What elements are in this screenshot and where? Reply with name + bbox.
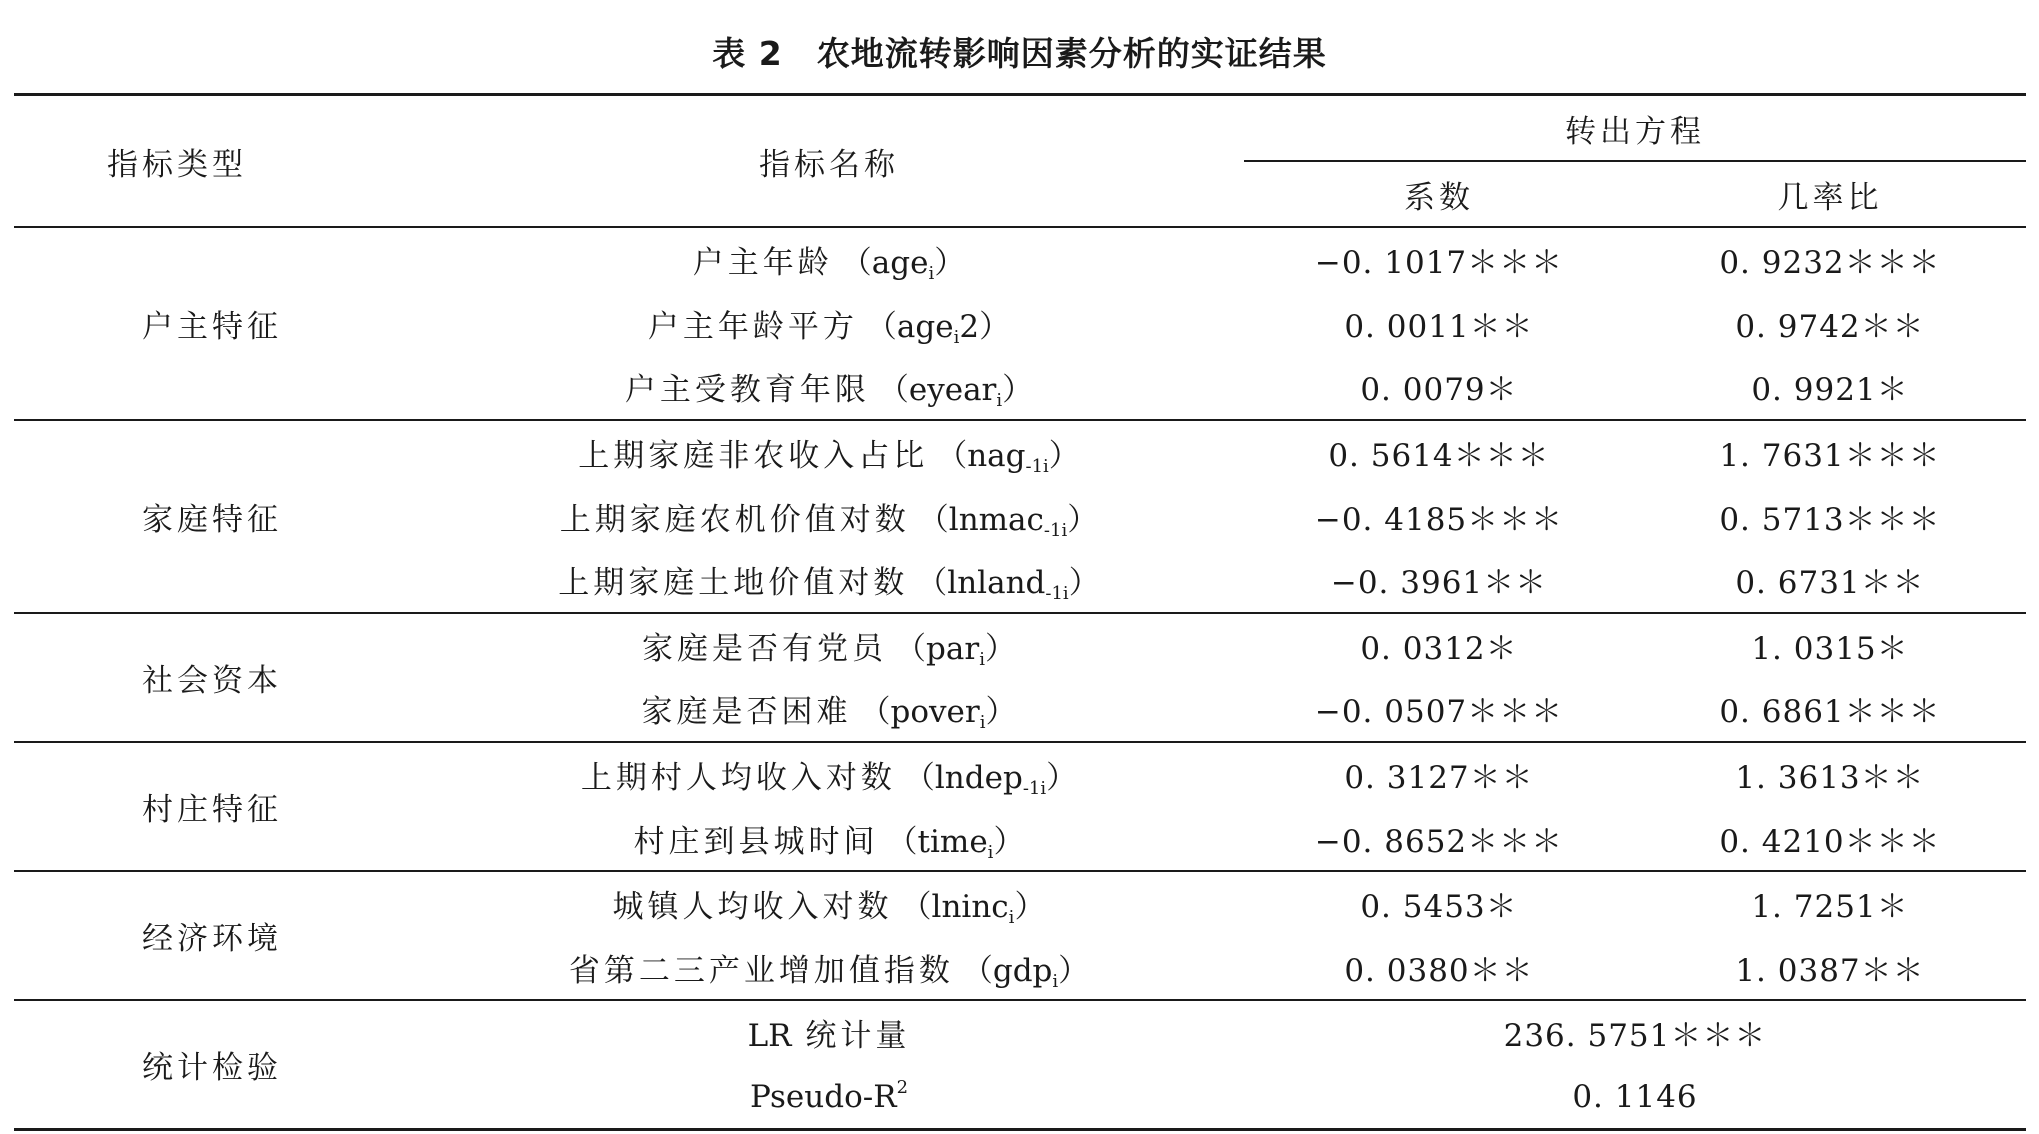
variable-subscript: i [987,841,994,863]
indicator-name-cn: 上期村人均收入对数 [580,760,896,797]
variable-suffix: 2 [959,308,980,345]
pseudo-superscript: 2 [896,1076,909,1098]
open-paren: （ [886,823,918,860]
close-paren: ） [1048,438,1080,475]
variable-subscript: i [1052,970,1059,992]
variable-subscript: i [979,712,986,734]
coefficient-cell: 0. 0079＊ [1360,372,1518,409]
variable-name: eyear [908,372,997,409]
header-odds-ratio: 几率比 [1777,179,1883,216]
close-paren: ） [1068,565,1100,602]
indicator-name-cell [414,484,1244,548]
odds-ratio-cell: 1. 3613＊＊ [1634,742,2026,807]
indicator-name-cell [414,742,1244,807]
table-row [14,1000,2026,1065]
variable-name: lninc [931,889,1009,926]
category-cell: 社会资本 [14,613,414,742]
category-cell: 家庭特征 [14,420,414,613]
indicator-name-cell [414,936,1244,1001]
indicator-name-cell [414,355,1244,420]
coefficient-cell: 0. 3127＊＊ [1244,742,1634,807]
coefficient-cell: −0. 4185＊＊＊ [1314,501,1564,538]
variable-name: par [926,630,980,667]
close-paren: ） [979,308,1011,345]
odds-ratio-cell: 1. 0387＊＊ [1735,952,1925,989]
variable-name: gdp [992,952,1053,989]
coefficient-cell: −0. 3961＊＊ [1330,565,1548,602]
table-row [14,742,2026,807]
indicator-name-cn: 村庄到县城时间 [633,823,879,860]
coefficient-cell: 0. 0312＊ [1244,613,1634,678]
coefficient-cell: 0. 0380＊＊ [1344,952,1534,989]
variable-name: lnland [947,565,1046,602]
table-row [14,871,2026,936]
indicator-name-cn: 户主年龄平方 [647,308,858,345]
table-row [14,613,2026,678]
open-paren: （ [917,501,949,538]
coefficient-cell: −0. 8652＊＊＊ [1314,823,1564,860]
category-cell: 统计检验 [14,1000,414,1130]
open-paren: （ [936,438,968,475]
close-paren: ） [984,630,1016,667]
coefficient-cell: 0. 5614＊＊＊ [1244,420,1634,485]
table-number: 表 2 [712,34,783,73]
odds-ratio-cell: 1. 7251＊ [1634,871,2026,936]
indicator-name-cn: 城镇人均收入对数 [612,889,893,926]
variable-subscript: i [1008,907,1015,929]
coefficient-cell: −0. 1017＊＊＊ [1244,227,1634,292]
close-paren: ） [993,823,1025,860]
close-paren: ） [1046,760,1078,797]
table-caption: 农地流转影响因素分析的实证结果 [816,34,1327,73]
table-row [14,227,2026,292]
variable-subscript: i [953,326,960,348]
indicator-name-cell [414,871,1244,936]
odds-ratio-cell: 0. 9921＊ [1751,372,1909,409]
variable-name: lnmac [948,501,1044,538]
header-indicator-type: 指标类型 [107,146,247,183]
close-paren: ） [1058,952,1090,989]
results-table [14,93,2026,1131]
indicator-name-cn: 户主受教育年限 [624,372,870,409]
coefficient-cell: −0. 0507＊＊＊ [1314,694,1564,731]
odds-ratio-cell: 0. 9232＊＊＊ [1634,227,2026,292]
indicator-name-cn: 户主年龄 [692,245,833,282]
indicator-name-cn: 上期家庭非农收入占比 [578,438,929,475]
variable-name: nag [967,438,1026,475]
open-paren: （ [865,308,897,345]
variable-subscript: -1i [1022,778,1047,800]
open-paren: （ [877,372,909,409]
variable-name: age [896,308,954,345]
odds-ratio-cell: 0. 9742＊＊ [1735,308,1925,345]
close-paren: ） [1002,372,1034,409]
table-row [14,420,2026,485]
category-cell: 经济环境 [14,871,414,1000]
odds-ratio-cell: 0. 6861＊＊＊ [1719,694,1941,731]
close-paren: ） [1067,501,1099,538]
coefficient-cell: 0. 0011＊＊ [1344,308,1534,345]
indicator-name-cell [414,227,1244,292]
category-cell: 村庄特征 [14,742,414,871]
odds-ratio-cell: 0. 5713＊＊＊ [1719,501,1941,538]
open-paren: （ [900,889,932,926]
lr-label-latin: LR [747,1018,792,1055]
variable-subscript: -1i [1045,583,1069,605]
indicator-name-cell [414,548,1244,613]
pseudo-value-cell: 0. 1146 [1572,1078,1698,1115]
lr-label-cell [414,1000,1244,1065]
variable-subscript: -1i [1043,519,1068,541]
lr-value-cell: 236. 5751＊＊＊ [1244,1000,2026,1065]
open-paren: （ [916,565,948,602]
coefficient-cell: 0. 5453＊ [1244,871,1634,936]
lr-label-cn: 统计量 [805,1018,911,1055]
header-outflow-equation: 转出方程 [1244,95,2026,162]
header-indicator-name: 指标名称 [759,146,899,183]
indicator-name-cn: 省第二三产业增加值指数 [568,952,954,989]
table-title [0,28,2039,75]
odds-ratio-cell: 0. 6731＊＊ [1735,565,1925,602]
variable-subscript: i [928,263,935,285]
indicator-name-cell [414,806,1244,871]
indicator-name-cell [414,420,1244,485]
category-cell: 户主特征 [14,227,414,420]
close-paren: ） [985,694,1017,731]
odds-ratio-cell: 1. 7631＊＊＊ [1634,420,2026,485]
open-paren: （ [895,630,927,667]
open-paren: （ [859,694,891,731]
indicator-name-cn: 家庭是否困难 [641,694,852,731]
variable-name: lndep [934,760,1023,797]
variable-subscript: -1i [1025,456,1049,478]
open-paren: （ [961,952,993,989]
header-coefficient: 系数 [1404,179,1474,216]
close-paren: ） [934,245,966,282]
open-paren: （ [840,245,872,282]
variable-name: pover [890,694,980,731]
pseudo-label: Pseudo-R [749,1078,897,1115]
indicator-name-cell [414,292,1244,356]
variable-subscript: i [979,648,985,670]
variable-subscript: i [996,390,1003,412]
close-paren: ） [1014,889,1046,926]
pseudo-label-cell [414,1065,1244,1130]
indicator-name-cell [414,613,1244,678]
variable-name: age [871,245,929,282]
open-paren: （ [903,760,935,797]
indicator-name-cn: 上期家庭土地价值对数 [558,565,909,602]
indicator-name-cn: 家庭是否有党员 [642,630,888,667]
odds-ratio-cell: 0. 4210＊＊＊ [1719,823,1941,860]
variable-name: time [917,823,988,860]
odds-ratio-cell: 1. 0315＊ [1634,613,2026,678]
indicator-name-cn: 上期家庭农机价值对数 [559,501,910,538]
indicator-name-cell [414,677,1244,742]
